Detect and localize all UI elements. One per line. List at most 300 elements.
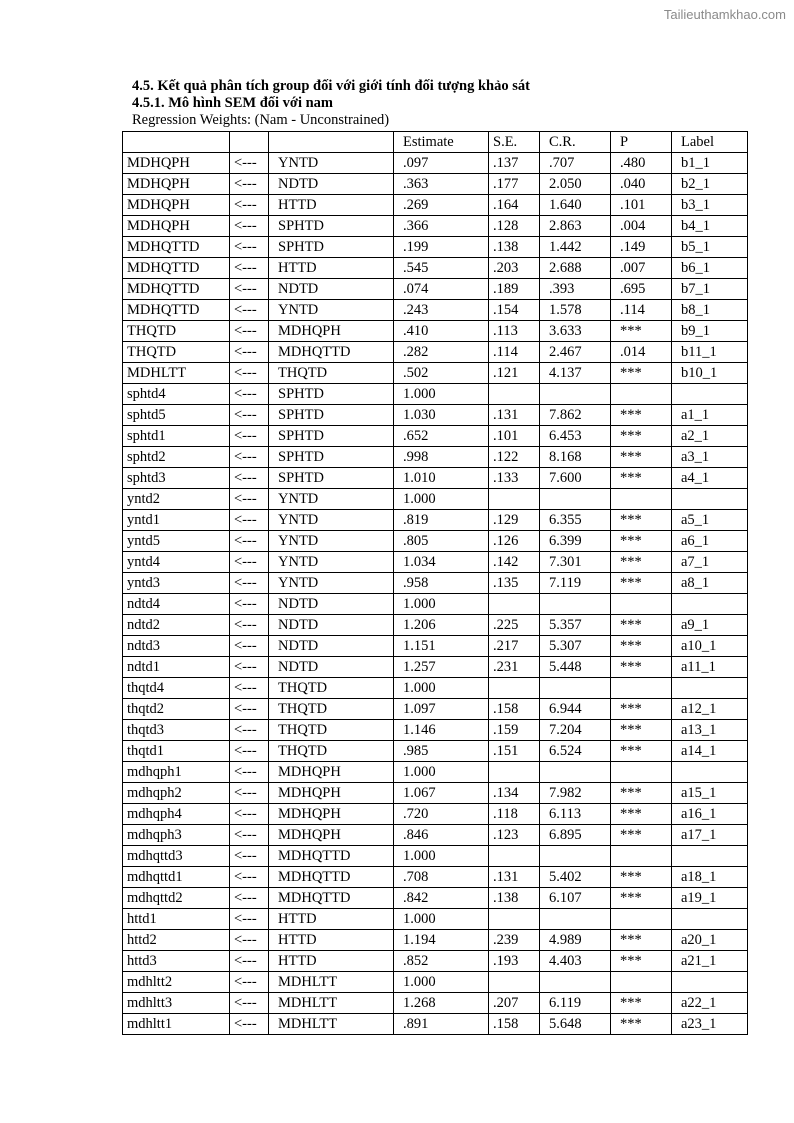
cell-dependent: mdhqph2 — [123, 783, 230, 804]
cell-arrow: <--- — [230, 636, 269, 657]
cell-arrow: <--- — [230, 657, 269, 678]
cell-estimate: 1.146 — [394, 720, 489, 741]
cell-cr: 4.989 — [540, 930, 611, 951]
cell-arrow: <--- — [230, 867, 269, 888]
cell-cr: 8.168 — [540, 447, 611, 468]
cell-estimate: 1.151 — [394, 636, 489, 657]
cell-p: .101 — [611, 195, 672, 216]
cell-dependent: mdhqttd2 — [123, 888, 230, 909]
cell-p: *** — [611, 552, 672, 573]
cell-estimate: .410 — [394, 321, 489, 342]
table-row — [123, 720, 748, 741]
cell-se — [489, 594, 540, 615]
cell-se — [489, 846, 540, 867]
cell-arrow: <--- — [230, 846, 269, 867]
cell-dependent: mdhltt2 — [123, 972, 230, 993]
cell-dependent: mdhqttd3 — [123, 846, 230, 867]
cell-arrow: <--- — [230, 678, 269, 699]
cell-p: .004 — [611, 216, 672, 237]
cell-p — [611, 846, 672, 867]
cell-dependent: yntd1 — [123, 510, 230, 531]
table-row — [123, 951, 748, 972]
cell-label: a5_1 — [672, 510, 748, 531]
cell-predictor: HTTD — [269, 951, 394, 972]
header-cell-dependent — [123, 132, 230, 153]
cell-p: *** — [611, 741, 672, 762]
table-row — [123, 804, 748, 825]
cell-arrow: <--- — [230, 951, 269, 972]
cell-dependent: yntd4 — [123, 552, 230, 573]
cell-p: *** — [611, 993, 672, 1014]
table-row — [123, 531, 748, 552]
cell-label: a10_1 — [672, 636, 748, 657]
cell-cr: 6.524 — [540, 741, 611, 762]
cell-predictor: MDHQPH — [269, 804, 394, 825]
cell-label: a13_1 — [672, 720, 748, 741]
cell-cr: .393 — [540, 279, 611, 300]
cell-label: a7_1 — [672, 552, 748, 573]
cell-dependent: mdhqph4 — [123, 804, 230, 825]
header-cell-cr: C.R. — [540, 132, 611, 153]
cell-cr: 6.895 — [540, 825, 611, 846]
cell-predictor: THQTD — [269, 678, 394, 699]
cell-p: *** — [611, 426, 672, 447]
cell-p: *** — [611, 783, 672, 804]
cell-predictor: YNTD — [269, 552, 394, 573]
cell-arrow: <--- — [230, 510, 269, 531]
cell-arrow: <--- — [230, 174, 269, 195]
cell-dependent: MDHQTTD — [123, 258, 230, 279]
cell-se: .164 — [489, 195, 540, 216]
cell-cr: 6.107 — [540, 888, 611, 909]
cell-predictor: MDHQPH — [269, 762, 394, 783]
table-row — [123, 762, 748, 783]
cell-dependent: sphtd3 — [123, 468, 230, 489]
header-cell-estimate: Estimate — [394, 132, 489, 153]
cell-dependent: httd1 — [123, 909, 230, 930]
cell-dependent: sphtd2 — [123, 447, 230, 468]
cell-arrow: <--- — [230, 363, 269, 384]
cell-predictor: YNTD — [269, 153, 394, 174]
header-cell-label: Label — [672, 132, 748, 153]
cell-arrow: <--- — [230, 741, 269, 762]
section-heading: 4.5. Kết quả phân tích group đối với giới tính đối tượng khảo sát — [132, 78, 530, 94]
cell-cr: 6.399 — [540, 531, 611, 552]
table-row — [123, 363, 748, 384]
cell-se: .189 — [489, 279, 540, 300]
cell-cr: 2.467 — [540, 342, 611, 363]
cell-label: a20_1 — [672, 930, 748, 951]
cell-arrow: <--- — [230, 573, 269, 594]
cell-dependent: MDHQPH — [123, 153, 230, 174]
cell-p — [611, 489, 672, 510]
cell-predictor: YNTD — [269, 573, 394, 594]
cell-p: .114 — [611, 300, 672, 321]
cell-cr: 6.113 — [540, 804, 611, 825]
cell-predictor: HTTD — [269, 909, 394, 930]
cell-label: a15_1 — [672, 783, 748, 804]
cell-se: .154 — [489, 300, 540, 321]
cell-predictor: MDHQPH — [269, 321, 394, 342]
cell-label: a6_1 — [672, 531, 748, 552]
cell-se: .135 — [489, 573, 540, 594]
cell-predictor: SPHTD — [269, 216, 394, 237]
cell-se — [489, 972, 540, 993]
cell-p: .695 — [611, 279, 672, 300]
cell-label: a1_1 — [672, 405, 748, 426]
cell-label — [672, 846, 748, 867]
cell-se: .122 — [489, 447, 540, 468]
table-row — [123, 321, 748, 342]
cell-arrow: <--- — [230, 972, 269, 993]
cell-arrow: <--- — [230, 237, 269, 258]
cell-cr: 5.357 — [540, 615, 611, 636]
cell-label: a22_1 — [672, 993, 748, 1014]
cell-p: *** — [611, 951, 672, 972]
cell-se — [489, 678, 540, 699]
cell-cr: 6.944 — [540, 699, 611, 720]
cell-cr: 6.453 — [540, 426, 611, 447]
table-row — [123, 594, 748, 615]
cell-dependent: ndtd1 — [123, 657, 230, 678]
cell-p — [611, 972, 672, 993]
cell-se — [489, 762, 540, 783]
cell-cr: 7.204 — [540, 720, 611, 741]
cell-label — [672, 909, 748, 930]
cell-estimate: .074 — [394, 279, 489, 300]
cell-arrow: <--- — [230, 699, 269, 720]
cell-estimate: .985 — [394, 741, 489, 762]
cell-se: .126 — [489, 531, 540, 552]
cell-p: *** — [611, 930, 672, 951]
cell-label: a4_1 — [672, 468, 748, 489]
cell-p — [611, 762, 672, 783]
document-header — [132, 78, 530, 129]
cell-dependent: mdhqttd1 — [123, 867, 230, 888]
cell-p: *** — [611, 405, 672, 426]
cell-predictor: THQTD — [269, 720, 394, 741]
cell-estimate: .097 — [394, 153, 489, 174]
subsection-heading: 4.5.1. Mô hình SEM đối với nam — [132, 95, 333, 111]
cell-estimate: .846 — [394, 825, 489, 846]
table-row — [123, 447, 748, 468]
cell-label: a18_1 — [672, 867, 748, 888]
cell-dependent: yntd2 — [123, 489, 230, 510]
cell-dependent: MDHQTTD — [123, 300, 230, 321]
cell-estimate: 1.000 — [394, 594, 489, 615]
cell-p: *** — [611, 468, 672, 489]
cell-estimate: .852 — [394, 951, 489, 972]
cell-predictor: SPHTD — [269, 468, 394, 489]
cell-se: .193 — [489, 951, 540, 972]
cell-label: b7_1 — [672, 279, 748, 300]
cell-estimate: 1.000 — [394, 489, 489, 510]
cell-predictor: THQTD — [269, 699, 394, 720]
cell-label: a12_1 — [672, 699, 748, 720]
cell-se: .158 — [489, 1014, 540, 1035]
cell-estimate: .243 — [394, 300, 489, 321]
cell-p: .480 — [611, 153, 672, 174]
cell-cr: 4.137 — [540, 363, 611, 384]
cell-label — [672, 972, 748, 993]
cell-estimate: 1.194 — [394, 930, 489, 951]
cell-predictor: SPHTD — [269, 447, 394, 468]
cell-estimate: 1.030 — [394, 405, 489, 426]
cell-estimate: .199 — [394, 237, 489, 258]
cell-arrow: <--- — [230, 153, 269, 174]
cell-cr: 7.600 — [540, 468, 611, 489]
cell-se: .142 — [489, 552, 540, 573]
cell-dependent: mdhqph1 — [123, 762, 230, 783]
cell-estimate: .545 — [394, 258, 489, 279]
cell-se: .137 — [489, 153, 540, 174]
cell-se: .131 — [489, 867, 540, 888]
cell-p: *** — [611, 531, 672, 552]
cell-label: a19_1 — [672, 888, 748, 909]
cell-dependent: sphtd1 — [123, 426, 230, 447]
cell-dependent: MDHLTT — [123, 363, 230, 384]
cell-label: b6_1 — [672, 258, 748, 279]
table-row — [123, 342, 748, 363]
cell-label: a17_1 — [672, 825, 748, 846]
regression-weights-table — [122, 131, 748, 1035]
cell-label: b3_1 — [672, 195, 748, 216]
cell-arrow: <--- — [230, 804, 269, 825]
table-row — [123, 216, 748, 237]
table-caption: Regression Weights: (Nam - Unconstrained) — [132, 112, 390, 128]
cell-arrow: <--- — [230, 279, 269, 300]
cell-se: .128 — [489, 216, 540, 237]
cell-cr: 5.307 — [540, 636, 611, 657]
cell-estimate: .819 — [394, 510, 489, 531]
cell-arrow: <--- — [230, 468, 269, 489]
cell-se: .207 — [489, 993, 540, 1014]
cell-predictor: YNTD — [269, 531, 394, 552]
cell-predictor: MDHLTT — [269, 1014, 394, 1035]
cell-estimate: 1.000 — [394, 678, 489, 699]
cell-cr: 4.403 — [540, 951, 611, 972]
cell-predictor: SPHTD — [269, 237, 394, 258]
cell-arrow: <--- — [230, 531, 269, 552]
cell-se: .131 — [489, 405, 540, 426]
table-row — [123, 384, 748, 405]
table-row — [123, 258, 748, 279]
cell-dependent: yntd5 — [123, 531, 230, 552]
cell-cr — [540, 384, 611, 405]
cell-dependent: mdhltt1 — [123, 1014, 230, 1035]
table-row — [123, 678, 748, 699]
cell-label: b5_1 — [672, 237, 748, 258]
table-row — [123, 972, 748, 993]
cell-predictor: THQTD — [269, 741, 394, 762]
cell-estimate: .805 — [394, 531, 489, 552]
cell-arrow: <--- — [230, 258, 269, 279]
cell-label: b8_1 — [672, 300, 748, 321]
table-row — [123, 573, 748, 594]
cell-estimate: .891 — [394, 1014, 489, 1035]
cell-se: .133 — [489, 468, 540, 489]
cell-p: *** — [611, 447, 672, 468]
cell-arrow: <--- — [230, 888, 269, 909]
cell-label: a14_1 — [672, 741, 748, 762]
cell-dependent: ndtd2 — [123, 615, 230, 636]
cell-label — [672, 678, 748, 699]
cell-p: *** — [611, 699, 672, 720]
cell-dependent: MDHQPH — [123, 216, 230, 237]
cell-predictor: THQTD — [269, 363, 394, 384]
table-row — [123, 930, 748, 951]
cell-predictor: MDHLTT — [269, 972, 394, 993]
cell-estimate: .842 — [394, 888, 489, 909]
cell-arrow: <--- — [230, 909, 269, 930]
cell-cr — [540, 489, 611, 510]
cell-arrow: <--- — [230, 552, 269, 573]
cell-label: a2_1 — [672, 426, 748, 447]
cell-cr: 6.119 — [540, 993, 611, 1014]
cell-se: .138 — [489, 888, 540, 909]
cell-p: *** — [611, 867, 672, 888]
cell-cr — [540, 846, 611, 867]
cell-estimate: .720 — [394, 804, 489, 825]
cell-p: *** — [611, 573, 672, 594]
table-header-row — [123, 132, 748, 153]
cell-dependent: yntd3 — [123, 573, 230, 594]
cell-arrow: <--- — [230, 930, 269, 951]
cell-arrow: <--- — [230, 825, 269, 846]
cell-p: *** — [611, 321, 672, 342]
cell-arrow: <--- — [230, 300, 269, 321]
cell-cr — [540, 762, 611, 783]
cell-cr: 5.448 — [540, 657, 611, 678]
cell-dependent: MDHQPH — [123, 174, 230, 195]
cell-se — [489, 909, 540, 930]
table-row — [123, 888, 748, 909]
cell-estimate: .502 — [394, 363, 489, 384]
cell-dependent: thqtd1 — [123, 741, 230, 762]
cell-label: b1_1 — [672, 153, 748, 174]
table-row — [123, 615, 748, 636]
cell-dependent: MDHQTTD — [123, 279, 230, 300]
cell-estimate: .269 — [394, 195, 489, 216]
cell-predictor: HTTD — [269, 930, 394, 951]
table-row — [123, 993, 748, 1014]
cell-estimate: 1.097 — [394, 699, 489, 720]
table-row — [123, 657, 748, 678]
cell-se: .138 — [489, 237, 540, 258]
cell-p: *** — [611, 363, 672, 384]
cell-arrow: <--- — [230, 447, 269, 468]
cell-estimate: 1.010 — [394, 468, 489, 489]
cell-cr — [540, 972, 611, 993]
cell-estimate: 1.000 — [394, 972, 489, 993]
cell-cr — [540, 678, 611, 699]
cell-cr: 1.578 — [540, 300, 611, 321]
cell-arrow: <--- — [230, 321, 269, 342]
cell-dependent: httd3 — [123, 951, 230, 972]
cell-se: .123 — [489, 825, 540, 846]
cell-predictor: YNTD — [269, 489, 394, 510]
table-row — [123, 510, 748, 531]
cell-label: b9_1 — [672, 321, 748, 342]
cell-predictor: MDHQTTD — [269, 867, 394, 888]
table-row — [123, 825, 748, 846]
cell-estimate: 1.257 — [394, 657, 489, 678]
cell-predictor: YNTD — [269, 300, 394, 321]
cell-label: a11_1 — [672, 657, 748, 678]
cell-cr: 1.640 — [540, 195, 611, 216]
cell-estimate: 1.000 — [394, 846, 489, 867]
cell-arrow: <--- — [230, 720, 269, 741]
table-row — [123, 699, 748, 720]
cell-label: b4_1 — [672, 216, 748, 237]
cell-cr: 1.442 — [540, 237, 611, 258]
cell-label — [672, 489, 748, 510]
cell-cr: 3.633 — [540, 321, 611, 342]
cell-dependent: thqtd3 — [123, 720, 230, 741]
cell-cr — [540, 594, 611, 615]
cell-p — [611, 384, 672, 405]
cell-p: *** — [611, 657, 672, 678]
table-row — [123, 195, 748, 216]
cell-p: *** — [611, 888, 672, 909]
cell-cr: 2.050 — [540, 174, 611, 195]
cell-p: .149 — [611, 237, 672, 258]
cell-p: .014 — [611, 342, 672, 363]
cell-predictor: YNTD — [269, 510, 394, 531]
cell-dependent: mdhltt3 — [123, 993, 230, 1014]
cell-estimate: .366 — [394, 216, 489, 237]
cell-arrow: <--- — [230, 216, 269, 237]
table-row — [123, 279, 748, 300]
cell-se: .118 — [489, 804, 540, 825]
cell-cr: 7.119 — [540, 573, 611, 594]
cell-arrow: <--- — [230, 384, 269, 405]
table-row — [123, 1014, 748, 1035]
cell-se: .101 — [489, 426, 540, 447]
cell-predictor: MDHLTT — [269, 993, 394, 1014]
cell-label — [672, 762, 748, 783]
cell-label: a21_1 — [672, 951, 748, 972]
cell-cr: 6.355 — [540, 510, 611, 531]
cell-cr — [540, 909, 611, 930]
cell-arrow: <--- — [230, 594, 269, 615]
cell-label: b10_1 — [672, 363, 748, 384]
cell-p — [611, 594, 672, 615]
cell-se: .113 — [489, 321, 540, 342]
cell-se: .121 — [489, 363, 540, 384]
cell-label — [672, 384, 748, 405]
cell-arrow: <--- — [230, 426, 269, 447]
cell-se: .129 — [489, 510, 540, 531]
cell-dependent: THQTD — [123, 321, 230, 342]
cell-se: .177 — [489, 174, 540, 195]
cell-dependent: sphtd5 — [123, 405, 230, 426]
cell-se: .151 — [489, 741, 540, 762]
cell-estimate: 1.067 — [394, 783, 489, 804]
cell-dependent: mdhqph3 — [123, 825, 230, 846]
cell-cr: 7.982 — [540, 783, 611, 804]
cell-cr: 7.862 — [540, 405, 611, 426]
cell-predictor: MDHQTTD — [269, 846, 394, 867]
table-row — [123, 237, 748, 258]
cell-se: .203 — [489, 258, 540, 279]
cell-predictor: NDTD — [269, 594, 394, 615]
table-row — [123, 846, 748, 867]
cell-arrow: <--- — [230, 615, 269, 636]
cell-estimate: 1.206 — [394, 615, 489, 636]
cell-predictor: NDTD — [269, 279, 394, 300]
cell-estimate: .363 — [394, 174, 489, 195]
